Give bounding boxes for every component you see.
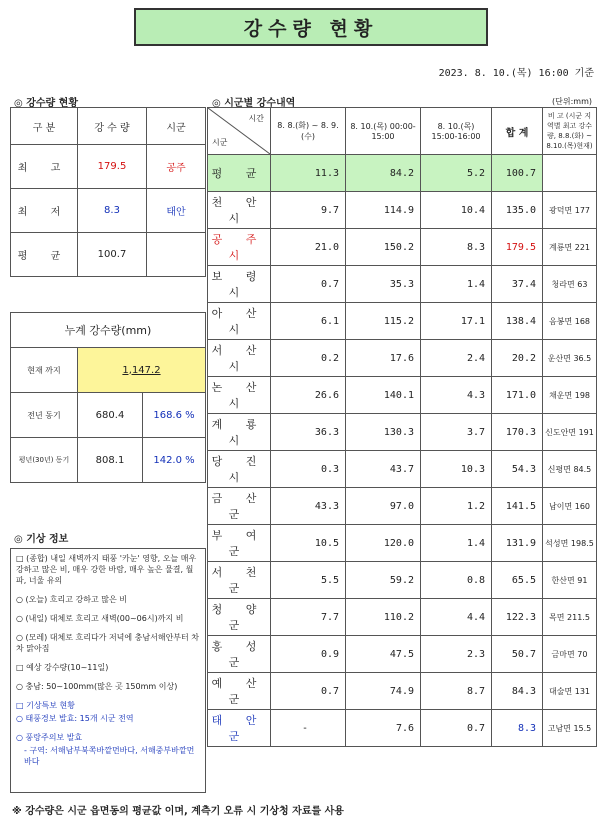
period-1-value: 36.3	[271, 414, 346, 451]
corner-header	[208, 108, 271, 155]
summary-label: 최 저	[11, 189, 78, 233]
total-value: 131.9	[492, 525, 543, 562]
note-value: 금마면 70	[543, 636, 597, 673]
period-header-3: 8. 10.(목) 15:00-16:00	[421, 108, 492, 155]
note-value: 신평면 84.5	[543, 451, 597, 488]
total-value: 122.3	[492, 599, 543, 636]
period-2-value: 7.6	[346, 710, 421, 747]
period-2-value: 74.9	[346, 673, 421, 710]
weather-item: ○ (모레) 대체로 흐리다가 저녁에 충남서해안부터 차차 맑아짐	[16, 633, 200, 653]
city-name: 홍 성 군	[208, 636, 271, 673]
corner-bottom-label: 시군	[212, 138, 228, 147]
period-1-value: 11.3	[271, 155, 346, 192]
summary-row-avg	[11, 233, 206, 277]
total-value: 100.7	[492, 155, 543, 192]
note-value: 고남면 15.5	[543, 710, 597, 747]
table-row	[208, 525, 597, 562]
alert-item: □ 기상특보 현황	[16, 701, 76, 710]
period-3-value: 10.3	[421, 451, 492, 488]
period-1-value: 0.3	[271, 451, 346, 488]
period-2-value: 84.2	[346, 155, 421, 192]
city-name: 천 안 시	[208, 192, 271, 229]
period-header-1: 8. 8.(화) ~ 8. 9.(수)	[271, 108, 346, 155]
note-value: 운산면 36.5	[543, 340, 597, 377]
period-3-value: 0.8	[421, 562, 492, 599]
table-row	[208, 192, 597, 229]
total-value: 65.5	[492, 562, 543, 599]
city-name: 공 주 시	[208, 229, 271, 266]
total-value: 141.5	[492, 488, 543, 525]
note-value: 광덕면 177	[543, 192, 597, 229]
table-row	[208, 710, 597, 747]
summary-row-max	[11, 145, 206, 189]
alert-item: ○ 태풍경보 발효: 15개 시군 전역	[16, 714, 134, 723]
city-name: 청 양 군	[208, 599, 271, 636]
unit-label: (단위:mm)	[552, 97, 592, 106]
total-value: 8.3	[492, 710, 543, 747]
period-1-value: 7.7	[271, 599, 346, 636]
city-name: 계 룡 시	[208, 414, 271, 451]
note-value: 청라면 63	[543, 266, 597, 303]
table-row	[208, 340, 597, 377]
total-value: 138.4	[492, 303, 543, 340]
period-3-value: 17.1	[421, 303, 492, 340]
city-name: 당 진 시	[208, 451, 271, 488]
total-value: 135.0	[492, 192, 543, 229]
city-rainfall-table	[207, 107, 597, 747]
cumulative-row-prev-year	[11, 393, 206, 438]
note-value: 음봉면 168	[543, 303, 597, 340]
right-section-title: ◎ 시군별 강수내역	[212, 98, 296, 109]
header-city: 시군	[147, 108, 206, 145]
city-name: 논 산 시	[208, 377, 271, 414]
cumulative-table	[10, 312, 206, 483]
header-rainfall: 강 수 량	[78, 108, 147, 145]
cumulative-title: 누계 강수량(mm)	[11, 313, 206, 348]
period-3-value: 1.4	[421, 266, 492, 303]
period-3-value: 10.4	[421, 192, 492, 229]
table-row	[208, 229, 597, 266]
summary-city: 공주	[147, 145, 206, 189]
header-category: 구 분	[11, 108, 78, 145]
cumulative-pct: 142.0 %	[143, 438, 206, 483]
weather-item: ○ (내일) 대체로 흐리고 새벽(00~06시)까지 비	[16, 614, 184, 623]
table-row	[208, 155, 597, 192]
period-2-value: 17.6	[346, 340, 421, 377]
weather-item: □ (종합) 내일 새벽까지 태풍 '카눈' 영향, 오늘 매우 강하고 많은 비, 매우 강한 바람, 매우 높은 물결, 월파, 너울 유의	[16, 554, 197, 585]
report-datetime: 2023. 8. 10.(목) 16:00 기준	[438, 68, 594, 79]
cumulative-row-normal	[11, 438, 206, 483]
period-3-value: 2.4	[421, 340, 492, 377]
cumulative-pct: 168.6 %	[143, 393, 206, 438]
total-value: 20.2	[492, 340, 543, 377]
note-header: 비 고 (시군 지역별 최고 강수량, 8.8.(화) ~ 8.10.(목)현재)	[543, 108, 597, 155]
table-row	[208, 377, 597, 414]
city-name: 서 산 시	[208, 340, 271, 377]
period-3-value: 0.7	[421, 710, 492, 747]
summary-value: 179.5	[78, 145, 147, 189]
footer-note: ※ 강수량은 시군 읍면동의 평균값 이며, 계측기 오류 시 기상청 자료를 사용	[12, 806, 344, 817]
cumulative-value: 680.4	[78, 393, 143, 438]
total-value: 54.3	[492, 451, 543, 488]
period-3-value: 5.2	[421, 155, 492, 192]
note-value: 남이면 160	[543, 488, 597, 525]
table-row	[208, 414, 597, 451]
total-value: 50.7	[492, 636, 543, 673]
weather-item: □ 예상 강수량(10~11일)	[16, 663, 109, 672]
period-2-value: 110.2	[346, 599, 421, 636]
period-2-value: 140.1	[346, 377, 421, 414]
period-1-value: 0.2	[271, 340, 346, 377]
current-value: 1,147.2	[78, 348, 206, 393]
total-header: 합 계	[492, 108, 543, 155]
period-1-value: 26.6	[271, 377, 346, 414]
note-value: 목면 211.5	[543, 599, 597, 636]
period-1-value: 0.9	[271, 636, 346, 673]
summary-city	[147, 233, 206, 277]
period-2-value: 47.5	[346, 636, 421, 673]
period-1-value: 43.3	[271, 488, 346, 525]
summary-label: 최 고	[11, 145, 78, 189]
period-1-value: 0.7	[271, 673, 346, 710]
period-3-value: 3.7	[421, 414, 492, 451]
city-name: 예 산 군	[208, 673, 271, 710]
total-value: 179.5	[492, 229, 543, 266]
period-1-value: 10.5	[271, 525, 346, 562]
period-2-value: 130.3	[346, 414, 421, 451]
summary-row-min	[11, 189, 206, 233]
period-2-value: 97.0	[346, 488, 421, 525]
period-2-value: 35.3	[346, 266, 421, 303]
period-3-value: 8.7	[421, 673, 492, 710]
table-row	[208, 451, 597, 488]
city-name: 평 균	[208, 155, 271, 192]
cumulative-value: 808.1	[78, 438, 143, 483]
period-1-value: 5.5	[271, 562, 346, 599]
period-2-value: 120.0	[346, 525, 421, 562]
period-1-value: 9.7	[271, 192, 346, 229]
table-row	[208, 303, 597, 340]
note-value: 한산면 91	[543, 562, 597, 599]
table-row	[208, 562, 597, 599]
period-2-value: 43.7	[346, 451, 421, 488]
corner-top-label: 시간	[248, 114, 264, 123]
period-2-value: 115.2	[346, 303, 421, 340]
left-section-title: ◎ 강수량 현황	[14, 98, 78, 109]
note-value: 채운면 198	[543, 377, 597, 414]
note-value: 대술면 131	[543, 673, 597, 710]
city-name: 아 산 시	[208, 303, 271, 340]
period-2-value: 59.2	[346, 562, 421, 599]
total-value: 84.3	[492, 673, 543, 710]
alert-item: ○ 풍랑주의보 발효	[16, 733, 83, 742]
summary-value: 8.3	[78, 189, 147, 233]
city-name: 태 안 군	[208, 710, 271, 747]
cumulative-label: 전년 동기	[11, 393, 78, 438]
city-name: 보 령 시	[208, 266, 271, 303]
note-value: 신도안면 191	[543, 414, 597, 451]
summary-label: 평 균	[11, 233, 78, 277]
city-name: 부 여 군	[208, 525, 271, 562]
table-row	[208, 488, 597, 525]
page-title: 강수량 현황	[134, 8, 488, 46]
weather-section-title: ◎ 기상 정보	[14, 534, 69, 545]
alert-item: - 구역: 서해남부북쪽바깥먼바다, 서해중부바깥먼바다	[24, 746, 195, 766]
period-1-value: 6.1	[271, 303, 346, 340]
table-row	[208, 636, 597, 673]
weather-item: ○ (오늘) 흐리고 강하고 많은 비	[16, 595, 127, 604]
note-value	[543, 155, 597, 192]
period-3-value: 4.4	[421, 599, 492, 636]
period-header-2: 8. 10.(목) 00:00-15:00	[346, 108, 421, 155]
weather-info-box	[10, 548, 206, 793]
cumulative-label: 평년(30년) 동기	[11, 438, 78, 483]
period-1-value: -	[271, 710, 346, 747]
summary-table	[10, 107, 206, 277]
total-value: 171.0	[492, 377, 543, 414]
total-value: 37.4	[492, 266, 543, 303]
period-3-value: 2.3	[421, 636, 492, 673]
period-1-value: 0.7	[271, 266, 346, 303]
period-3-value: 4.3	[421, 377, 492, 414]
period-1-value: 21.0	[271, 229, 346, 266]
table-row	[208, 599, 597, 636]
city-name: 금 산 군	[208, 488, 271, 525]
table-row	[208, 266, 597, 303]
period-3-value: 1.4	[421, 525, 492, 562]
city-name: 서 천 군	[208, 562, 271, 599]
summary-value: 100.7	[78, 233, 147, 277]
period-3-value: 8.3	[421, 229, 492, 266]
table-row	[208, 673, 597, 710]
total-value: 170.3	[492, 414, 543, 451]
weather-item: ○ 충남: 50~100mm(많은 곳 150mm 이상)	[16, 682, 178, 691]
period-2-value: 114.9	[346, 192, 421, 229]
note-value: 계룡면 221	[543, 229, 597, 266]
note-value: 석성면 198.5	[543, 525, 597, 562]
summary-city: 태안	[147, 189, 206, 233]
period-3-value: 1.2	[421, 488, 492, 525]
period-2-value: 150.2	[346, 229, 421, 266]
current-label: 현재 까지	[11, 348, 78, 393]
